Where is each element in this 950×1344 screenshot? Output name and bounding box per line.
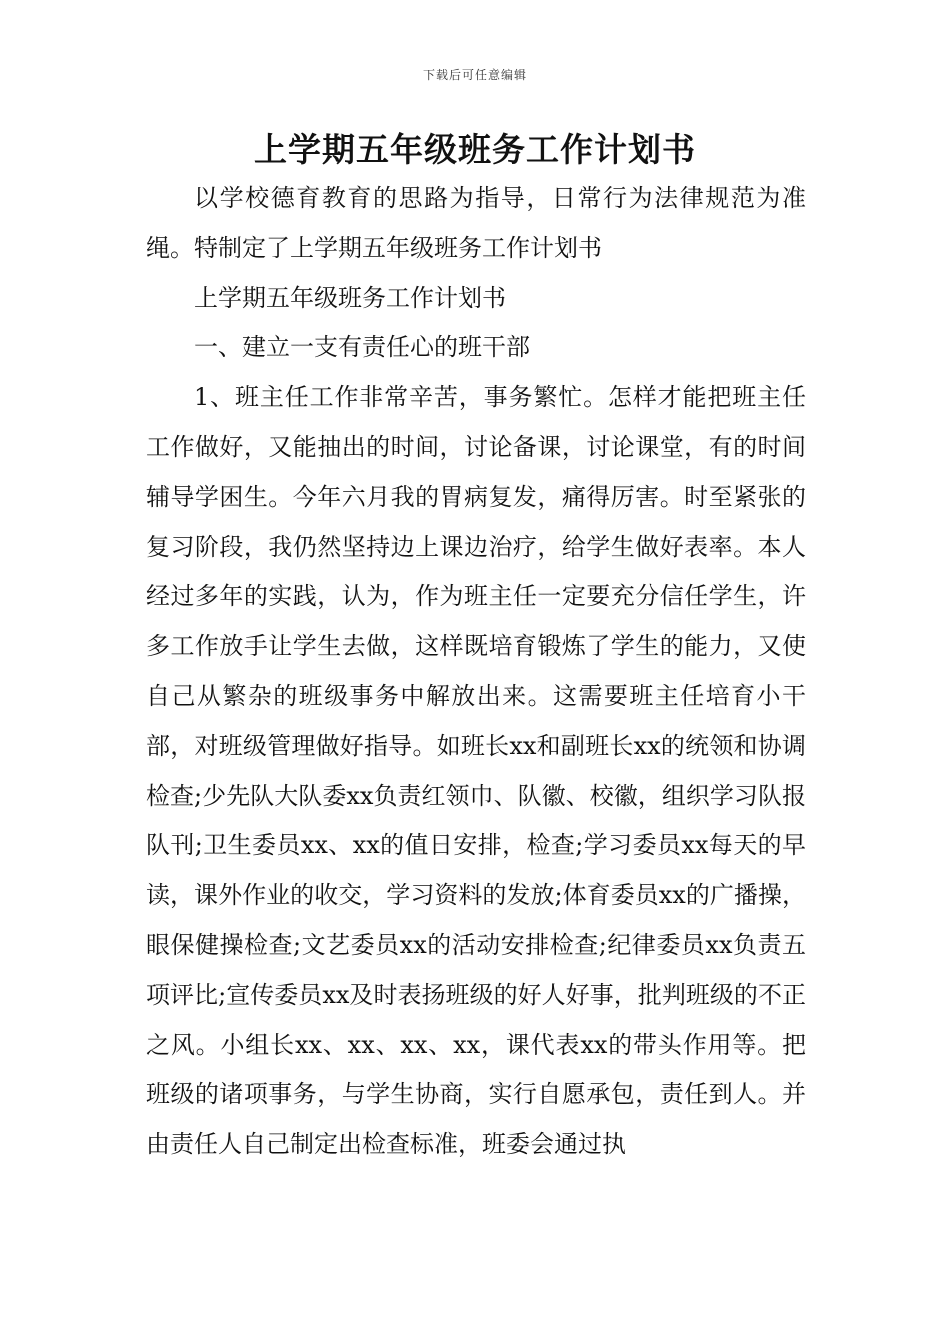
document-title: 上学期五年级班务工作计划书 xyxy=(254,130,696,169)
paragraph-subtitle: 上学期五年级班务工作计划书 xyxy=(194,283,506,312)
paragraph-intro: 以学校德育教育的思路为指导，日常行为法律规范为准绳。特制定了上学期五年级班务工作计划书 xyxy=(146,184,806,262)
paragraph-body: 1、班主任工作非常辛苦，事务繁忙。怎样才能把班主任工作做好，又能抽出的时间，讨论备课，讨论课堂，有的时间辅导学困生。今年六月我的胃病复发，痛得厉害。时至紧张的复习阶段，我仍然坚持边上课边治疗，给学生做好表率。本人经过多年的实践，认为，作为班主任一定要充分信任学生，许多工作放手让学生去做，这样既培育锻炼了学生的能力，又使自己从繁杂的班级事务中解放出来。这需要班主任培育小干部，对班级管理做好指导。如班长xx和副班长xx的统领和协调检查;少先队大队委xx负责红领巾、队徽、校徽，组织学习队报队刊;卫生委员xx、xx的值日安排，检查;学习委员xx每天的早读，课外作业的收交，学习资料的发放;体育委员xx的广播操，眼保健操检查;文艺委员xx的活动安排检查;纪律委员xx负责五项评比;宣传委员xx及时表扬班级的好人好事，批判班级的不正之风。小组长xx、xx、xx、xx，课代表xx的带头作用等。把班级的诸项事务，与学生协商，实行自愿承包，责任到人。并由责任人自己制定出检查标准，班委会通过执 xyxy=(146,383,806,1159)
document-body xyxy=(146,174,806,1170)
header-note: 下载后可任意编辑 xyxy=(422,68,527,82)
paragraph-section-heading: 一、建立一支有责任心的班干部 xyxy=(194,333,530,362)
